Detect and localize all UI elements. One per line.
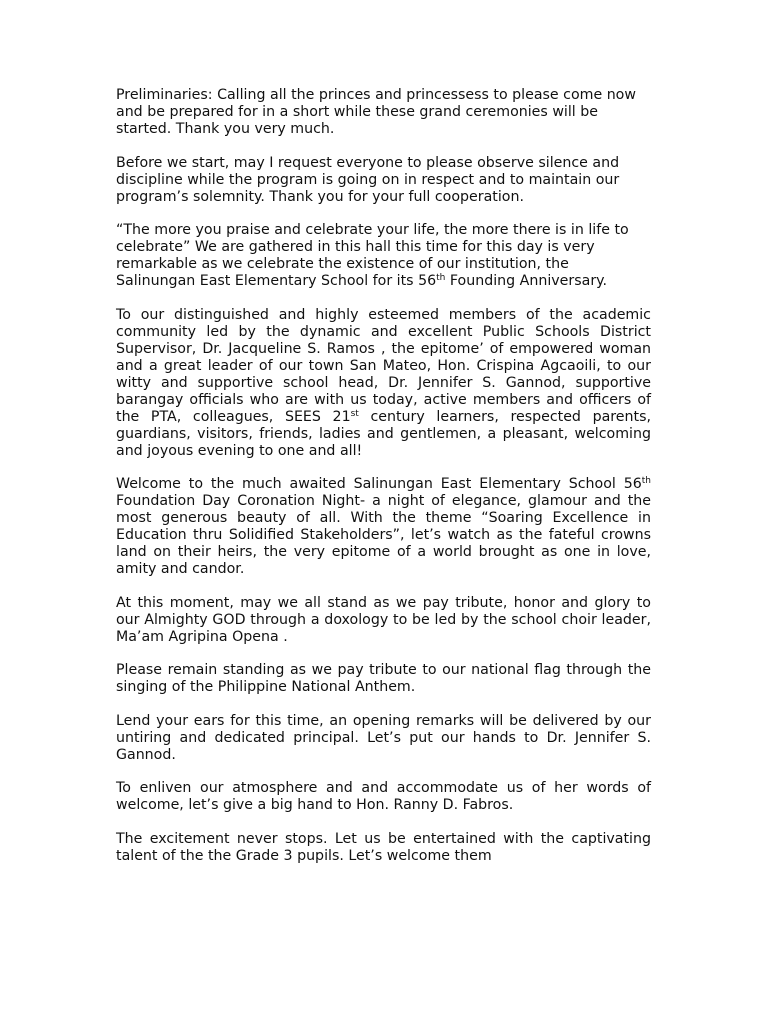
document-page [116,87,651,865]
paragraph-anthem: Please remain standing as we pay tribute to our national flag through the singing of the Philippine National Anthem. [116,662,651,695]
ordinal-suffix: th [436,273,446,283]
ordinal-suffix: th [641,476,651,486]
paragraph-distinguished-guests: To our distinguished and highly esteemed members of the academic community led by the dynamic and excellent Public Schools District Supervisor, Dr. Jacqueline S. Ramos , the epitome’ of empowered woman and a great leader of our town San Mateo, Hon. Crispina Agcaoili, to our witty and supportive school head, Dr. Jennifer S. Gannod, supportive barangay officials who are with us today, active members and officers of the PTA, colleagues, SEES 21st century learners, respected parents, guardians, visitors, friends, ladies and gentlemen, a pleasant, welcoming and joyous evening to one and all! [116,306,651,459]
paragraph-celebrate-quote: “The more you praise and celebrate your life, the more there is in life to celebrate” We are gathered in this hall this time for this day is very remarkable as we celebrate the existence of our institution, the Salinungan East Elementary School for its 56th Founding Anniversary. [116,222,629,289]
paragraph-words-of-welcome: To enliven our atmosphere and and accommodate us of her words of welcome, let’s give a big hand to Hon. Ranny D. Fabros. [116,780,651,813]
paragraph-opening-remarks: Lend your ears for this time, an opening remarks will be delivered by our untiring and dedicated principal. Let’s put our hands to Dr. Jennifer S. Gannod. [116,712,651,763]
ordinal-suffix: st [350,408,359,419]
paragraph-doxology: At this moment, may we all stand as we pay tribute, honor and glory to our Almighty GOD through a doxology to be led by the school choir leader, Ma’am Agripina Opena . [116,594,651,645]
paragraph-preliminaries: Preliminaries: Calling all the princes and princessess to please come now and be prepared for in a short while these grand ceremonies will be started. Thank you very much. [116,87,636,137]
paragraph-silence-request: Before we start, may I request everyone to please observe silence and discipline while the program is going on in respect and to maintain our program’s solemnity. Thank you for your full cooperation. [116,154,620,205]
paragraph-grade3-intro: The excitement never stops. Let us be entertained with the captivating talent of the the Grade 3 pupils. Let’s welcome them [116,830,651,864]
paragraph-welcome: Welcome to the much awaited Salinungan East Elementary School 56th Foundation Day Coronation Night- a night of elegance, glamour and the most generous beauty of all. With the theme “Soaring Excellence in Education thru Solidified Stakeholders”, let’s watch as the fateful crowns land on their heirs, the very epitome of a world brought as one in love, amity and candor. [116,476,651,577]
